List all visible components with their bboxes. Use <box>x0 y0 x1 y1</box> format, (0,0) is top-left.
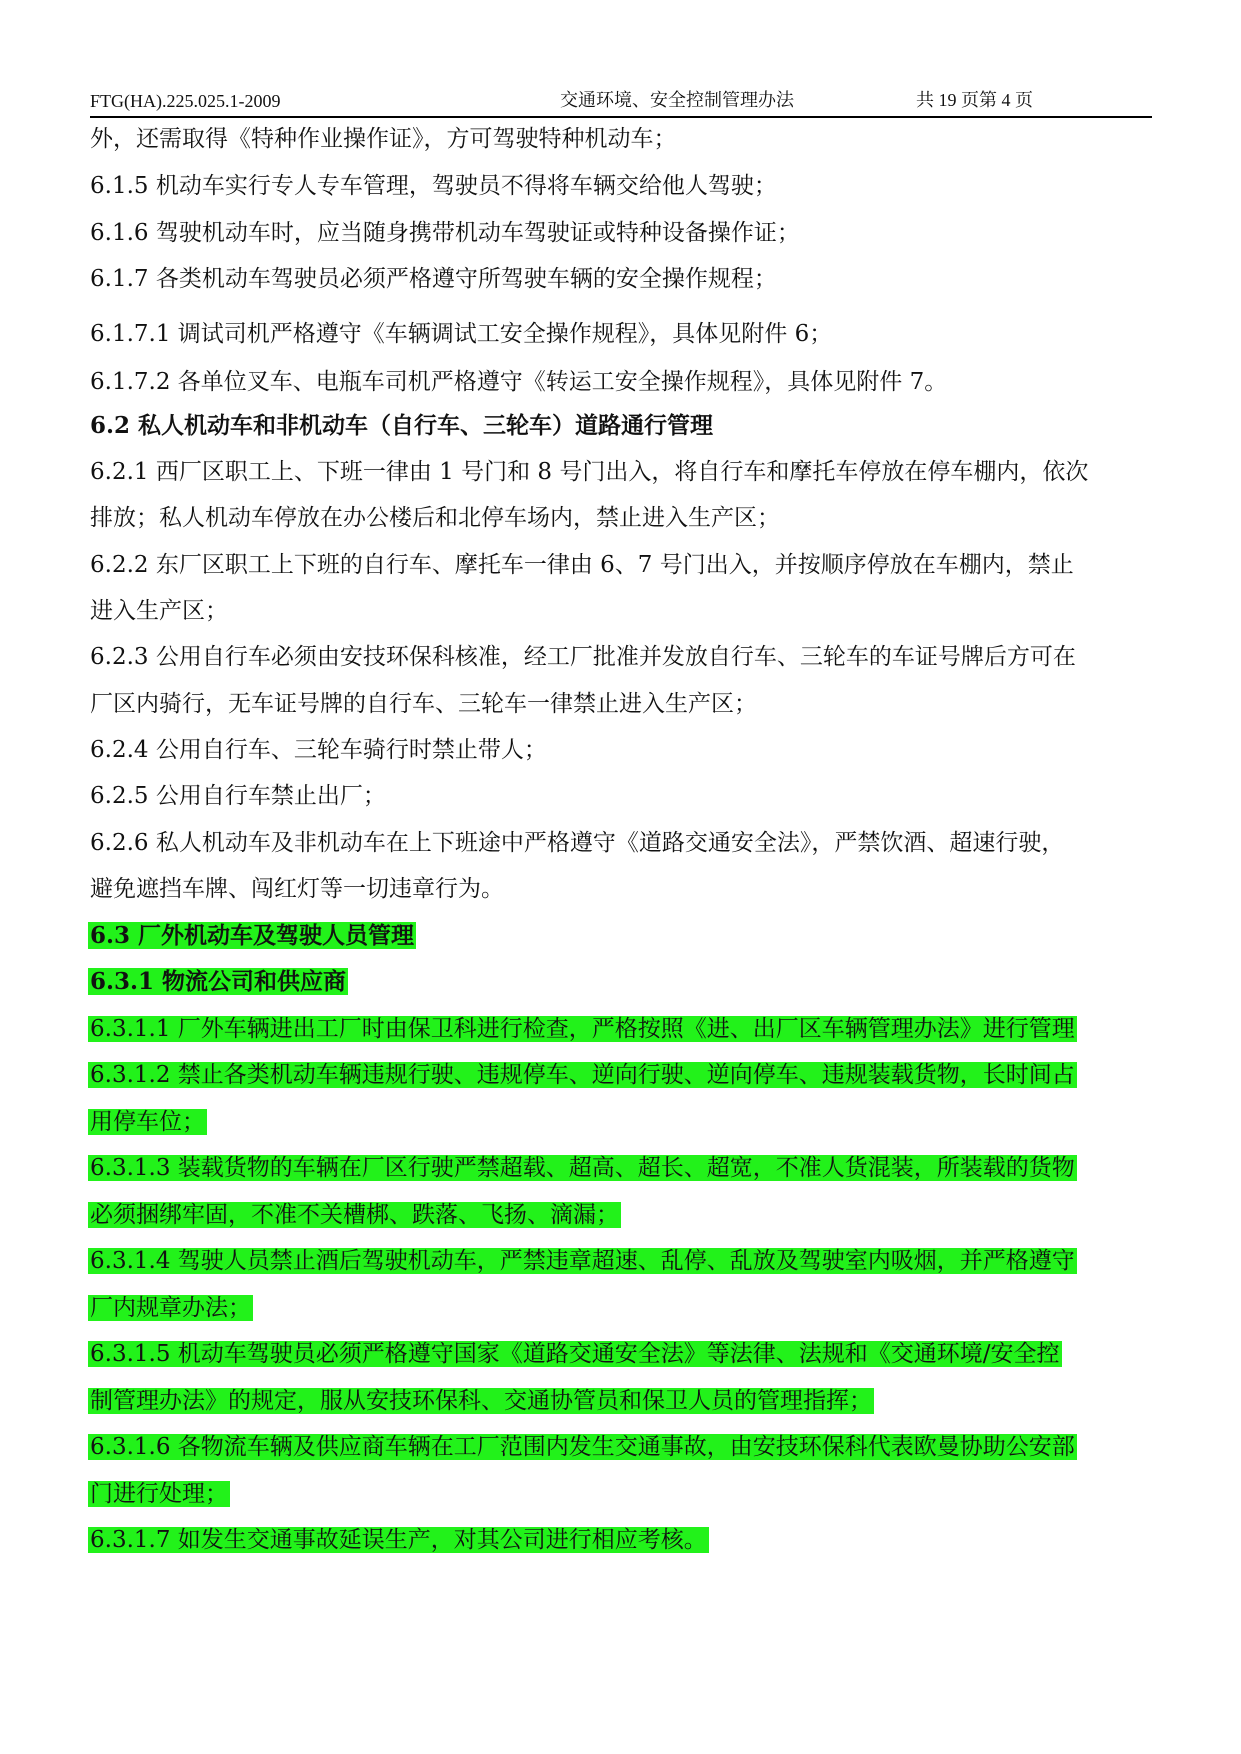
text-line: 进入生产区； <box>90 598 228 624</box>
document-number: FTG(HA).225.025.1-2009 <box>90 91 281 111</box>
highlighted-line: 6.3.1.2 禁止各类机动车辆违规行驶、违规停车、逆向行驶、逆向停车、违规装载货物，长时间占 <box>90 1062 1075 1088</box>
highlighted-line: 必须捆绑牢固，不准不关槽梆、跌落、飞扬、滴漏； <box>90 1202 619 1228</box>
highlighted-line: 6.3.1.6 各物流车辆及供应商车辆在工厂范围内发生交通事故，由安技环保科代表欧曼协助公安部 <box>90 1434 1075 1460</box>
text-line: 排放；私人机动车停放在办公楼后和北停车场内，禁止进入生产区； <box>90 505 780 531</box>
page-header <box>90 88 1152 118</box>
text-line: 6.2.3 公用自行车必须由安技环保科核准，经工厂批准并发放自行车、三轮车的车证号牌后方可在 <box>90 644 1076 670</box>
text-line: 6.1.7.2 各单位叉车、电瓶车司机严格遵守《转运工安全操作规程》，具体见附件 7。 <box>90 369 948 395</box>
subsection-heading-highlighted: 6.3.1 物流公司和供应商 <box>90 968 347 995</box>
text-line: 6.1.7.1 调试司机严格遵守《车辆调试工安全操作规程》，具体见附件 6； <box>90 321 833 347</box>
highlighted-line: 6.3.1.7 如发生交通事故延误生产，对其公司进行相应考核。 <box>90 1527 707 1553</box>
text-line: 6.2.2 东厂区职工上下班的自行车、摩托车一律由 6、7 号门出入，并按顺序停放在车棚内，禁止 <box>90 552 1074 578</box>
text-line: 6.2.5 公用自行车禁止出厂； <box>90 783 386 809</box>
text-line: 6.2.6 私人机动车及非机动车在上下班途中严格遵守《道路交通安全法》，严禁饮酒、超速行驶， <box>90 830 1065 856</box>
highlighted-line: 制管理办法》的规定，服从安技环保科、交通协管员和保卫人员的管理指挥； <box>90 1388 872 1414</box>
highlighted-line: 厂内规章办法； <box>90 1295 251 1321</box>
highlighted-line: 门进行处理； <box>90 1481 228 1507</box>
text-line: 6.2.1 西厂区职工上、下班一律由 1 号门和 8 号门出入，将自行车和摩托车停放在停车棚内，依次 <box>90 459 1089 485</box>
text-line: 6.1.5 机动车实行专人专车管理，驾驶员不得将车辆交给他人驾驶； <box>90 173 777 199</box>
text-line: 厂区内骑行，无车证号牌的自行车、三轮车一律禁止进入生产区； <box>90 691 757 717</box>
document-title: 交通环境、安全控制管理办法 <box>560 90 794 110</box>
highlighted-line: 6.3.1.3 装载货物的车辆在厂区行驶严禁超载、超高、超长、超宽，不准人货混装，所装载的货物 <box>90 1155 1075 1181</box>
text-line: 外，还需取得《特种作业操作证》，方可驾驶特种机动车； <box>90 126 677 152</box>
text-line: 6.2.4 公用自行车、三轮车骑行时禁止带人； <box>90 737 547 763</box>
text-line: 避免遮挡车牌、闯红灯等一切违章行为。 <box>90 876 504 902</box>
highlighted-line: 6.3.1.4 驾驶人员禁止酒后驾驶机动车，严禁违章超速、乱停、乱放及驾驶室内吸烟，并严格遵守 <box>90 1248 1075 1274</box>
highlighted-line: 用停车位； <box>90 1109 205 1135</box>
highlighted-line: 6.3.1.1 厂外车辆进出工厂时由保卫科进行检查，严格按照《进、出厂区车辆管理办法》进行管理 <box>90 1016 1075 1042</box>
text-line: 6.1.6 驾驶机动车时，应当随身携带机动车驾驶证或特种设备操作证； <box>90 220 800 246</box>
highlighted-line: 6.3.1.5 机动车驾驶员必须严格遵守国家《道路交通安全法》等法律、法规和《交通环境/安全控 <box>90 1341 1060 1367</box>
section-heading-highlighted: 6.3 厂外机动车及驾驶人员管理 <box>90 922 415 949</box>
section-heading: 6.2 私人机动车和非机动车（自行车、三轮车）道路通行管理 <box>90 412 714 439</box>
page-count: 共 19 页第 4 页 <box>916 90 1033 110</box>
text-line: 6.1.7 各类机动车驾驶员必须严格遵守所驾驶车辆的安全操作规程； <box>90 266 777 292</box>
